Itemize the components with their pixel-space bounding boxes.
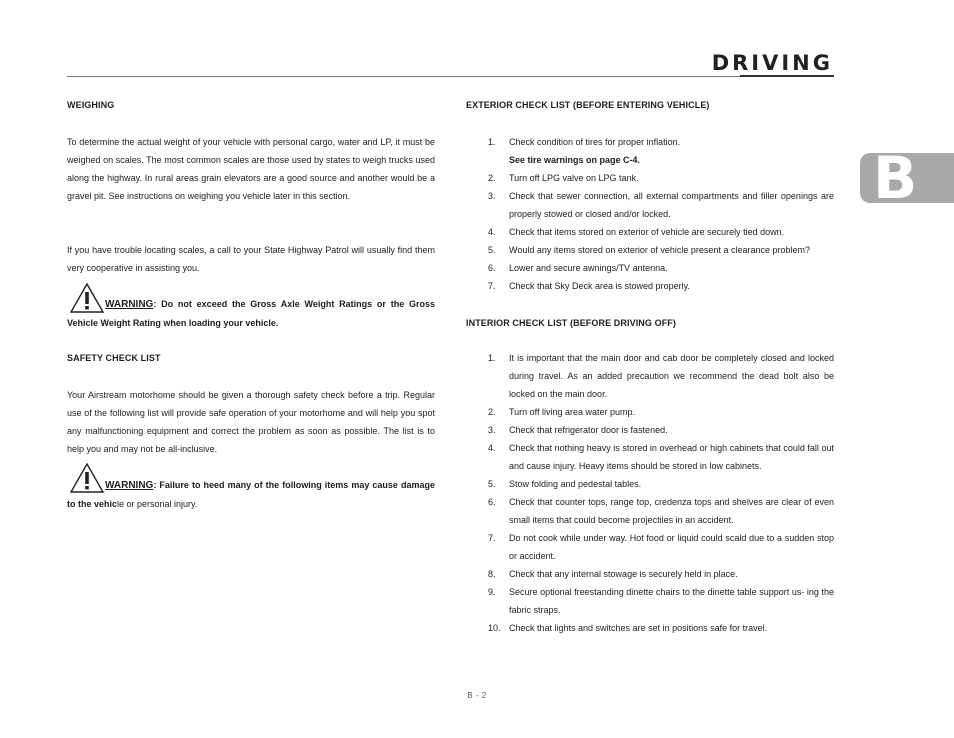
list-item [466, 133, 834, 169]
list-item [466, 493, 834, 529]
interior-checklist-heading: INTERIOR CHECK LIST (BEFORE DRIVING OFF) [466, 318, 676, 328]
list-item-number: 4. [488, 227, 496, 237]
list-item [466, 475, 834, 493]
list-item-text: Check that sewer connection, all external compartments and filler openings are properly stowed or closed and/or locked. [509, 191, 834, 219]
list-item-number: 2. [488, 173, 496, 183]
weighing-heading: WEIGHING [67, 100, 115, 110]
list-item-number: 7. [488, 281, 496, 291]
list-item [466, 241, 834, 259]
list-item-text: Check that items stored on exterior of vehicle are securely tied down. [509, 227, 785, 237]
list-item-text: Check that nothing heavy is stored in overhead or high cabinets that could fall out and cause injury. Heavy items should be stored in low cabinets. [509, 443, 834, 471]
list-item-number: 9. [488, 587, 496, 597]
list-item-text: Turn off living area water pump. [509, 407, 636, 417]
list-item-text: Check that any internal stowage is securely held in place. [509, 569, 738, 579]
list-item [466, 439, 834, 475]
list-item-number: 5. [488, 479, 496, 489]
warning-weight-rating [67, 295, 435, 332]
exterior-checklist [466, 133, 834, 295]
list-item-text: Check that Sky Deck area is stowed properly. [509, 281, 690, 291]
interior-checklist [466, 349, 834, 637]
tire-warning-reference: See tire warnings on page C-4. [509, 155, 641, 165]
list-item-text: Check that lights and switches are set in positions safe for travel. [509, 623, 768, 633]
warning-text-normal: le or personal injury. [117, 499, 198, 509]
list-item-text: Check condition of tires for proper inflation. [509, 137, 681, 147]
section-tab-letter: B [873, 153, 918, 203]
list-item-number: 4. [488, 443, 496, 453]
list-item-text: Would any items stored on exterior of vehicle present a clearance problem? [509, 245, 810, 255]
list-item-number: 1. [488, 137, 496, 147]
list-item [466, 529, 834, 565]
safety-check-paragraph: Your Airstream motorhome should be given a thorough safety check before a trip. Regular use of the following list will provide safe operation of your motorhome and will help you spot any malfunctioning equipment and correct the problem as soon as possible. The list is to help you and may not be all-inclusive. [67, 390, 435, 454]
list-item [466, 565, 834, 583]
list-item [466, 583, 834, 619]
list-item-number: 8. [488, 569, 496, 579]
list-item-number: 1. [488, 353, 496, 363]
list-item [466, 277, 834, 295]
exterior-checklist-heading: EXTERIOR CHECK LIST (BEFORE ENTERING VEHICLE) [466, 100, 710, 110]
list-item-text: Stow folding and pedestal tables. [509, 479, 642, 489]
list-item [466, 223, 834, 241]
list-item [466, 349, 834, 403]
header-divider-accent [740, 75, 834, 77]
list-item [466, 169, 834, 187]
list-item [466, 259, 834, 277]
list-item-number: 6. [488, 263, 496, 273]
list-item-number: 5. [488, 245, 496, 255]
list-item-text: Check that counter tops, range top, credenza tops and shelves are clear of even small items that could become projectiles in an accident. [509, 497, 834, 525]
weighing-paragraph-2: If you have trouble locating scales, a call to your State Highway Patrol will usually find them very cooperative in assisting you. [67, 245, 435, 273]
weighing-paragraph-1: To determine the actual weight of your vehicle with personal cargo, water and LP, it must be weighed on scales. The most common scales are those used by states to weigh trucks used along the highway. In rural areas grain elevators are a good source and another would be a gravel pit. See instructions on weighing you vehicle later in this section. [67, 137, 435, 201]
list-item-number: 7. [488, 533, 496, 543]
list-item [466, 403, 834, 421]
safety-check-heading: SAFETY CHECK LIST [67, 353, 161, 363]
list-item-text: It is important that the main door and cab door be completely closed and locked during travel. As an added precaution we recommend the dead bolt also be locked on the main door. [509, 353, 834, 399]
page-number: B - 2 [467, 691, 487, 700]
header-divider [67, 76, 834, 77]
list-item-text: Lower and secure awnings/TV antenna. [509, 263, 668, 273]
list-item [466, 421, 834, 439]
warning-injury [67, 476, 435, 513]
list-item-text: Secure optional freestanding dinette chairs to the dinette table support us- ing the fabric straps. [509, 587, 834, 615]
list-item-number: 2. [488, 407, 496, 417]
warning-text: : Do not exceed the Gross Axle Weight Ratings or the Gross Vehicle Weight Rating when loading your vehicle. [67, 299, 435, 328]
list-item-number: 3. [488, 191, 496, 201]
list-item-number: 3. [488, 425, 496, 435]
list-item-text: Do not cook while under way. Hot food or liquid could scald due to a sudden stop or accident. [509, 533, 834, 561]
section-tab [860, 153, 954, 203]
list-item-number: 6. [488, 497, 496, 507]
list-item [466, 187, 834, 223]
list-item [466, 619, 834, 637]
warning-label: WARNING [105, 299, 154, 310]
list-item-text: Turn off LPG valve on LPG tank. [509, 173, 639, 183]
page-section-title: DRIVING [711, 51, 833, 75]
warning-text-bold: : Failure to heed many of the following items may cause damage to the vehic [67, 480, 435, 509]
list-item-text: Check that refrigerator door is fastened. [509, 425, 668, 435]
warning-label: WARNING [105, 480, 154, 491]
list-item-number: 10. [488, 623, 501, 633]
